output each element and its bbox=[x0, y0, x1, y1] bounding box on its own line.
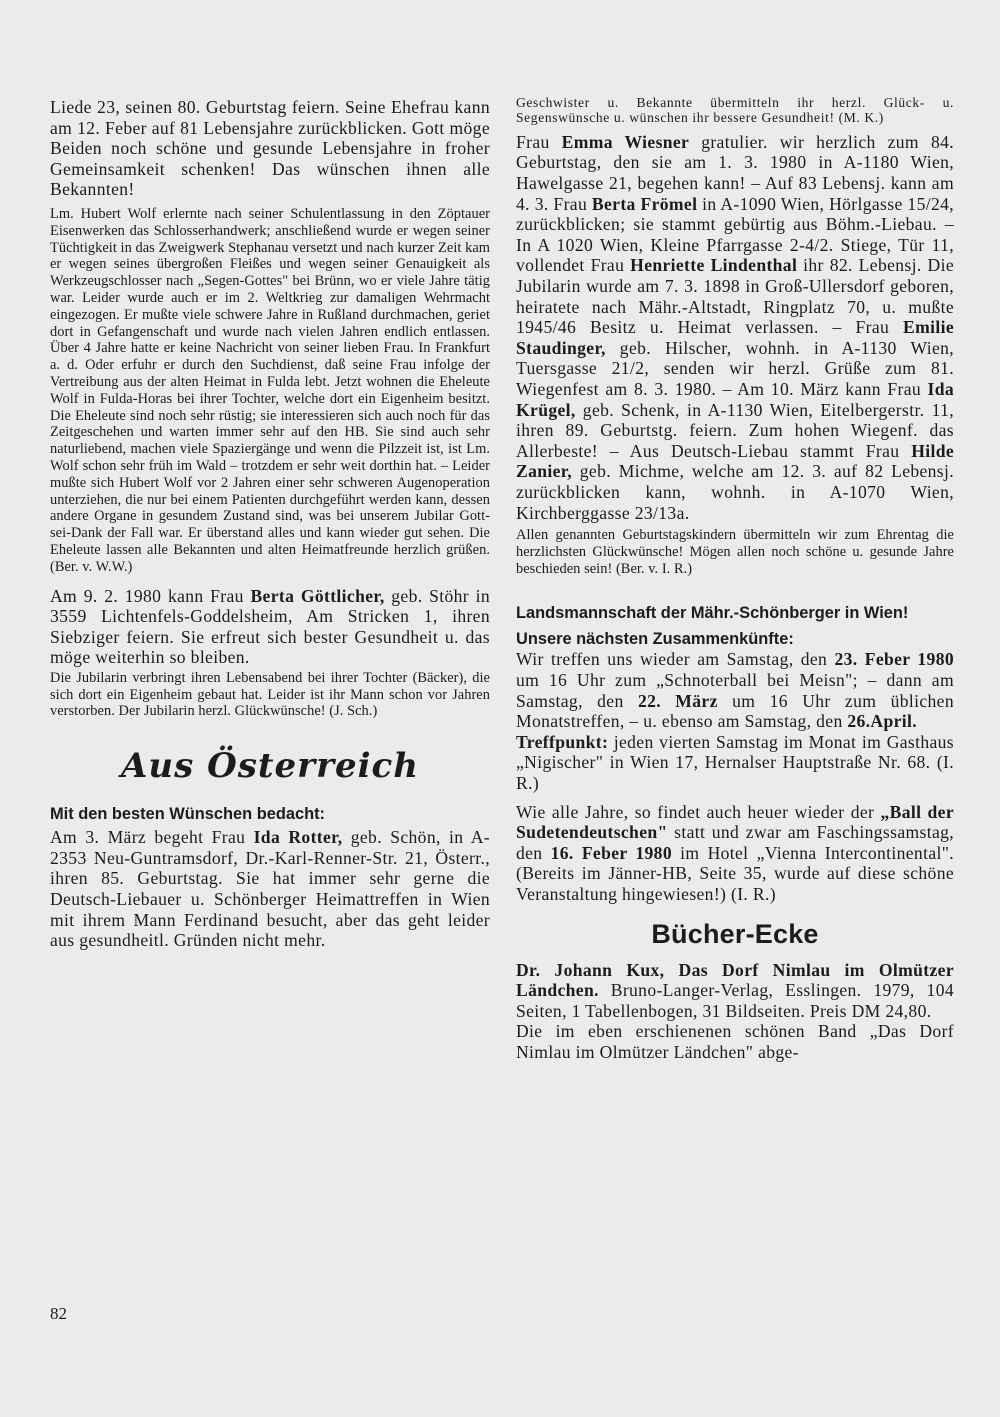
text-run: geb. Michme, welche am 12. 3. auf 82 Lebensj. zurückblicken kann, wohnh. in A-1070 Wien, Kirchberggasse 23/13a. bbox=[516, 461, 954, 523]
text-run: ihr 82. Lebensj. Die Jubilarin wurde am 7. 3. 1898 in Groß-Ullersdorf geboren, heiratete nach Mähr.-Altstadt, Ringplatz 70, u. mußte 1945/46 Besitz u. Heimat verlassen. – Frau bbox=[516, 255, 954, 338]
text-run: in A-1090 Wien, Hörlgasse 15/24, zurückblicken; sie stammt gebürtig aus Böhm.-Liebau. – In A 1020 Wien, Kleine Pfarrgasse 2-4/2. Stiege, Tür 11, vollendet Frau bbox=[516, 193, 955, 276]
bold-text: Emma Wiesner bbox=[561, 131, 690, 152]
right-column bbox=[516, 95, 954, 1063]
congratulations-note: Allen genannten Geburtstagskindern übermitteln wir zum Ehrentag die herzlichsten Glückwünsche! Mögen allen noch schöne u. gesunde Jahre beschieden sein! (Ber. v. I. R.) bbox=[516, 527, 954, 577]
text-run: um 16 Uhr zum üblichen Monatstreffen, – u. ebenso am Samstag, den bbox=[516, 690, 954, 732]
bold-text: Dr. Johann Kux, Das Dorf Nimlau im Olmützer Ländchen. bbox=[516, 959, 954, 1001]
bold-text: 23. Feber 1980 bbox=[834, 649, 954, 670]
birthday-paragraph-liede: Liede 23, seinen 80. Geburtstag feiern. Seine Ehefrau kann am 12. Feber auf 81 Lebensjahre zurückblicken. Gott möge Beiden noch schöne und gesunde Lebensjahre in froher Gemeinsamkeit schenken! Das wünschen ihnen alle Bekannten! bbox=[50, 97, 490, 200]
text-run: Bruno-Langer-Verlag, Esslingen. 1979, 104 Seiten, 1 Tabellenbogen, 31 Bildseiten. Preis DM 24,80. bbox=[516, 980, 954, 1021]
text-run: jeden vierten Samstag im Monat im Gasthaus „Nigischer" in Wien 17, Hernalser Hauptstraße Nr. 68. (I. R.) bbox=[516, 731, 954, 794]
section-title-buecher-ecke: Bücher-Ecke bbox=[651, 918, 819, 949]
bold-text: Hilde Zanier, bbox=[516, 440, 954, 482]
vienna-birthdays-paragraph bbox=[516, 132, 954, 523]
text-run: statt und zwar am Faschingssamstag, den bbox=[516, 822, 954, 863]
subheading-best-wishes: Mit den besten Wünschen bedacht: bbox=[50, 805, 326, 824]
bold-text: 16. Feber 1980 bbox=[550, 842, 672, 863]
left-column bbox=[50, 97, 490, 951]
page-number: 82 bbox=[50, 1304, 67, 1323]
text-run: Frau bbox=[516, 131, 562, 152]
heading-landsmannschaft: Landsmannschaft der Mähr.-Schönberger in Wien! bbox=[516, 604, 909, 623]
bold-text: 26.April. bbox=[847, 711, 917, 732]
bold-text: Treffpunkt: bbox=[516, 731, 609, 752]
text-run: gratulier. wir herzlich zum 84. Geburtstag, den sie am 1. 3. 1980 in A-1180 Wien, Hawelgasse 21, begehen kann! – Auf 83 Lebensj. kann am 4. 3. Frau bbox=[516, 131, 954, 214]
text-run: Wie alle Jahre, so findet auch heuer wieder der bbox=[516, 801, 881, 822]
text-run: um 16 Uhr zum „Schnoterball bei Meisn"; – dann am Samstag, den bbox=[516, 670, 954, 711]
text-run: geb. Schenk, in A-1130 Wien, Eitelbergerstr. 11, ihren 89. Geburtstg. feiern. Zum hohen Wiegenf. das Allerbeste! – Aus Deutsch-Liebau stammt Frau bbox=[516, 399, 954, 461]
bold-text: Henriette Lindenthal bbox=[630, 255, 798, 276]
family-wishes-note: Geschwister u. Bekannte übermitteln ihr herzl. Glück- u. Segenswünsche u. wünschen ihr bessere Gesundheit! (M. K.) bbox=[516, 95, 954, 126]
heading-meetings: Unsere nächsten Zusammenkünfte: bbox=[516, 630, 794, 649]
section-title-aus-oesterreich: Aus Österreich bbox=[121, 746, 419, 787]
meetings-paragraph bbox=[516, 649, 954, 731]
bold-text: Emilie Staudinger, bbox=[516, 317, 954, 358]
book-description: Die im eben erschienenen schönen Band „Das Dorf Nimlau im Olmützer Ländchen" abge- bbox=[516, 1021, 954, 1062]
bold-name: Berta Göttlicher, bbox=[250, 585, 385, 606]
bold-name: Ida Rotter, bbox=[253, 827, 343, 848]
bold-text: 22. März bbox=[637, 690, 718, 711]
bold-text: Ida Krügel, bbox=[516, 378, 954, 420]
text-run: geb. Hilscher, wohnh. in A-1130 Wien, Tuersgasse 21/2, senden wir herzl. Grüße zum 81. Wiegenfest am 8. 3. 1980. – Am 10. März kann Frau bbox=[516, 337, 954, 399]
jubilarin-note: Die Jubilarin verbringt ihren Lebensabend bei ihrer Tochter (Bäcker), die sich dort ein Eigenheim gebaut hat. Leider ist ihr Mann schon vor Jahren verstorben. Der Jubilarin herzl. Glückwünsche! (J. Sch.) bbox=[50, 669, 490, 720]
bold-text: „Ball der Sudetendeutschen" bbox=[516, 801, 954, 843]
ida-rotter-paragraph: Am 3. März begeht Frau Ida Rotter, geb. Schön, in A-2353 Neu-Guntramsdorf, Dr.-Karl-Renner-Str. 21, Österr., ihren 85. Geburtstag. Sie hat immer sehr gerne die Deutsch-Liebauer u. Schönberger Heimattreffen in Wien mit ihrem Mann Ferdinand besucht, aber das geht leider aus gesundheitl. Gründen nicht mehr. bbox=[50, 827, 490, 951]
text-run: Wir treffen uns wieder am Samstag, den bbox=[516, 649, 835, 670]
bold-text: Berta Frömel bbox=[591, 193, 698, 214]
book-entry bbox=[516, 960, 954, 1022]
berta-goettlicher-paragraph: Am 9. 2. 1980 kann Frau Berta Göttlicher, geb. Stöhr in 3559 Lichtenfels-Goddelsheim, Am Stricken 1, ihren Siebziger feiern. Sie erfreut sich bester Gesundheit u. das möge weiterhin so bleiben. bbox=[50, 585, 490, 668]
hubert-wolf-biography: Lm. Hubert Wolf erlernte nach seiner Schulentlassung in den Zöptauer Eisenwerken das Schlosserhandwerk; anschließend wurde er wegen seiner Tüchtigkeit in das Zweigwerk Stephanau versetzt und nach kurzer Zeit kam er wegen seines übergroßen Fleißes und wegen seiner Genauigkeit als Werkzeugschlosser nach „Segen-Gottes" bei Brünn, wo er viele Jahre tätig war. Leider wurde auch er im 2. Weltkrieg zur damaligen Wehrmacht eingezogen. Er mußte viele schwere Jahre in Rußland durchmachen, geriet dort in Gefangenschaft und wurde nach vielen Jahren endlich entlassen. Über 4 Jahre hatte er keine Nachricht von seiner lieben Frau. In Frankfurt a. d. Oder erfuhr er durch den Suchdienst, daß seine Frau infolge der Vertreibung aus der alten Heimat in Fulda lebt. Jetzt wohnen die Eheleute Wolf in Fulda-Horas bei ihrer Tochter, welche dort ein Eigenheim besitzt. Die Eheleute sind noch sehr rüstig; sie interessieren sich auch noch für das Zeitgeschehen und warten immer sehr auf den HB. Sie sind auch sehr naturliebend, machen viele Spaziergänge und wenn die Pilzzeit ist, ist Lm. Wolf schon sehr früh im Wald – trotzdem er sehr weit dorthin hat. – Leider mußte sich Hubert Wolf vor 2 Jahren einer sehr schweren Augenoperation unterziehen, die nur bei einem Patienten durchgeführt werden kann, dessen andere Organe in gesundem Zustand sind, was bei unserem Jubilar Gott-sei-Dank der Fall war. Er überstand alles und kann wieder gut sehen. Die Eheleute lassen alle Bekannten und alten Heimatfreunde herzlich grüßen. (Ber. v. W.W.) bbox=[50, 205, 490, 575]
meeting-place-paragraph bbox=[516, 732, 954, 794]
ball-paragraph bbox=[516, 802, 954, 905]
text-run: im Hotel „Vienna Intercontinental". (Bereits im Jänner-HB, Seite 35, wurde auf diese schöne Veranstaltung hingewiesen!) (I. R.) bbox=[516, 842, 954, 905]
